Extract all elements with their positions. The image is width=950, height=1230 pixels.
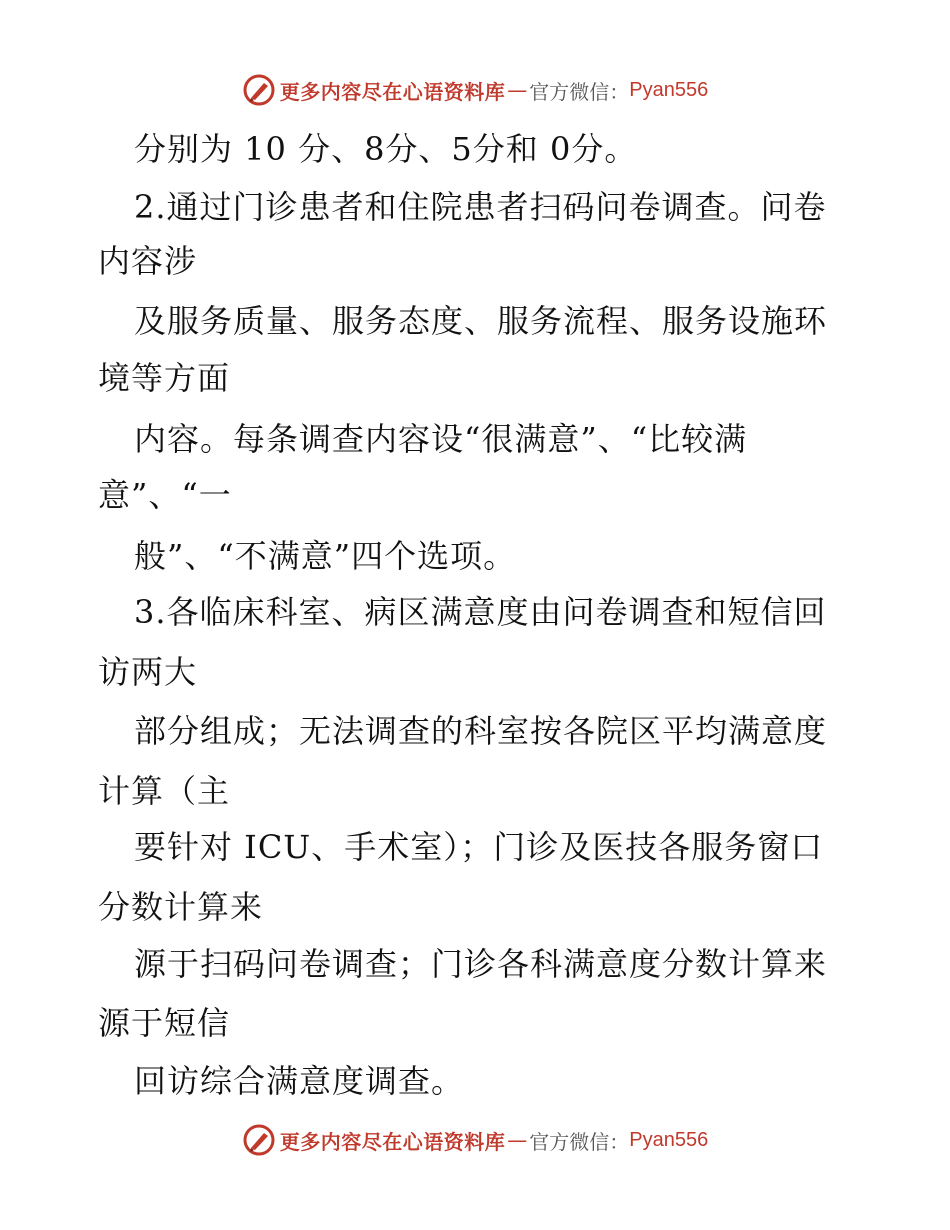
text-line: 源于扫码问卷调查；门诊各科满意度分数计算来 (134, 945, 828, 983)
text-line: 般”、“不满意”四个选项。 (134, 537, 517, 575)
text-line: 内容涉 (98, 242, 198, 280)
banner-account: Pyan556 (629, 78, 709, 101)
pen-logo-icon (242, 73, 276, 107)
text-line: 访两大 (98, 653, 198, 691)
text-line: 2.通过门诊患者和住院患者扫码问卷调查。问卷 (134, 188, 827, 226)
text-line: 及服务质量、服务态度、服务流程、服务设施环 (134, 302, 828, 340)
text-line: 意”、“一 (98, 476, 232, 514)
text-line: 计算（主 (98, 772, 231, 810)
text-line: 部分组成；无法调查的科室按各院区平均满意度 (134, 712, 828, 750)
text-line: 3.各临床科室、病区满意度由问卷调查和短信回 (134, 593, 827, 631)
banner-label: 官方微信： (529, 1129, 630, 1154)
pen-logo-icon (242, 1123, 276, 1157)
text-line: 分别为 10 分、8分、5分和 0分。 (134, 130, 638, 168)
banner-separator: — (507, 1128, 528, 1152)
text-line: 内容。每条调查内容设“很满意”、“比较满 (134, 420, 748, 458)
header-banner (0, 70, 950, 110)
text-line: 源于短信 (98, 1004, 231, 1042)
banner-account: Pyan556 (629, 1128, 709, 1151)
banner-label: 官方微信： (529, 79, 630, 104)
text-line: 境等方面 (98, 359, 231, 397)
banner-text (280, 1126, 708, 1155)
banner-separator: — (507, 78, 528, 102)
text-line: 回访综合满意度调查。 (134, 1062, 465, 1100)
text-line: 分数计算来 (98, 888, 264, 926)
footer-banner (0, 1120, 950, 1160)
text-line: 要针对 ICU、手术室）；门诊及医技各服务窗口 (134, 828, 824, 866)
banner-text (280, 76, 708, 105)
banner-brand: 更多内容尽在心语资料库 (279, 1129, 506, 1154)
banner-brand: 更多内容尽在心语资料库 (279, 79, 506, 104)
